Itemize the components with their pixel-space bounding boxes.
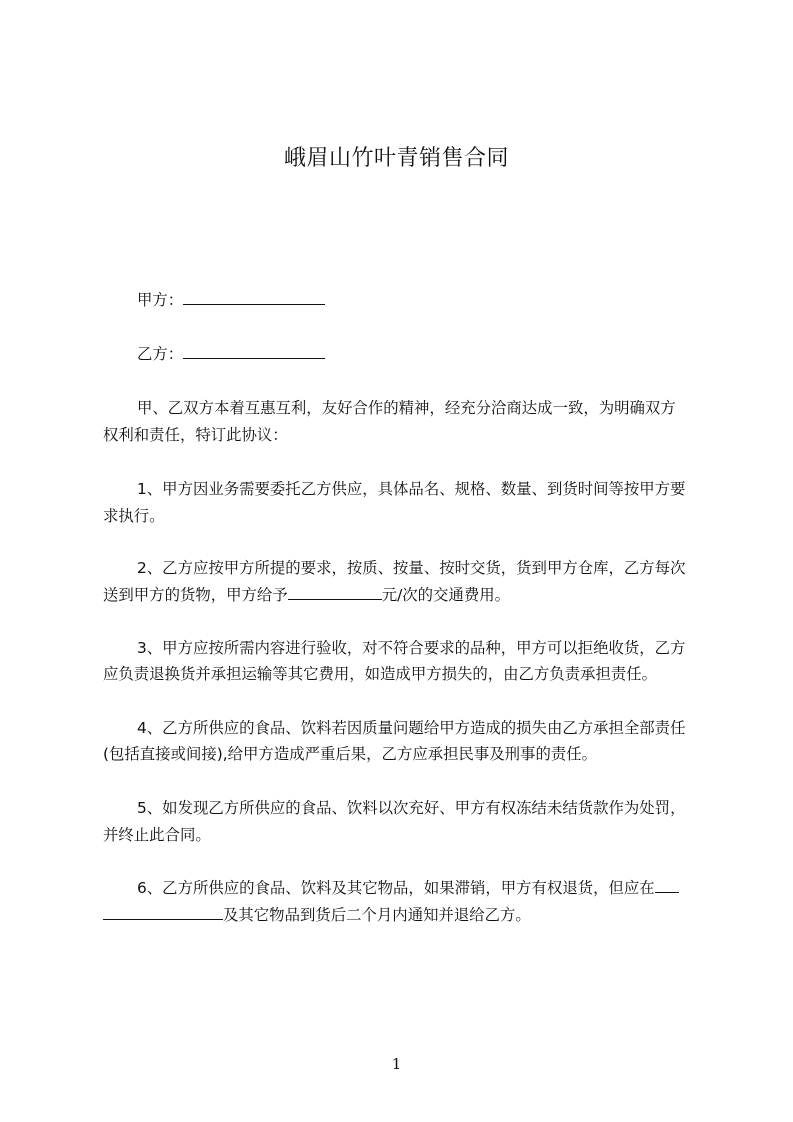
return-deadline-blank-1[interactable] [655,878,679,893]
intro-line-2: 权利和责任，特订此协议： [103,426,288,444]
clause-2-text-before: 送到甲方的货物，甲方给予 [103,586,288,604]
party-a-label: 甲方： [137,291,184,309]
clause-1-line-2: 求执行。 [103,507,165,525]
clause-6-line-1 [137,878,679,898]
document-title: 峨眉山竹叶青销售合同 [283,146,509,171]
clause-4-line-1: 4、乙方所供应的食品、饮料若因质量问题给甲方造成的损失由乙方承担全部责任 [137,719,686,737]
party-b-blank[interactable] [183,344,325,359]
clause-2-text-after: 元/次的交通费用。 [381,586,511,604]
clause-5-line-1: 5、如发现乙方所供应的食品、饮料以次充好、甲方有权冻结未结货款作为处罚， [137,799,686,817]
clause-6-line-2 [103,905,531,925]
clause-2-line-1: 2、乙方应按甲方所提的要求，按质、按量、按时交货，货到甲方仓库，乙方每次 [137,559,686,577]
page-number: 1 [391,1055,402,1073]
fee-amount-blank[interactable] [288,585,382,600]
clause-5-line-2: 并终止此合同。 [103,826,211,844]
clause-6-text: 6、乙方所供应的食品、饮料及其它物品，如果滞销，甲方有权退货，但应在 [137,879,655,897]
clause-6-text-after: 及其它物品到货后二个月内通知并退给乙方。 [223,906,531,924]
clause-3-line-1: 3、甲方应按所需内容进行验收，对不符合要求的品种，甲方可以拒绝收货，乙方 [137,639,686,657]
party-a-line [137,290,325,310]
return-deadline-blank-2[interactable] [103,905,223,920]
party-b-line [137,344,325,364]
clause-4-line-2: (包括直接或间接),给甲方造成严重后果，乙方应承担民事及刑事的责任。 [103,745,598,763]
party-a-blank[interactable] [183,290,325,305]
intro-line-1: 甲、乙双方本着互惠互利，友好合作的精神，经充分洽商达成一致，为明确双方 [137,399,676,417]
clause-3-line-2: 应负责退换货并承担运输等其它费用，如造成甲方损失的，由乙方负责承担责任。 [103,665,658,683]
party-b-label: 乙方： [137,345,184,363]
clause-1-line-1: 1、甲方因业务需要委托乙方供应，具体品名、规格、数量、到货时间等按甲方要 [137,480,686,498]
clause-2-line-2 [103,585,510,605]
